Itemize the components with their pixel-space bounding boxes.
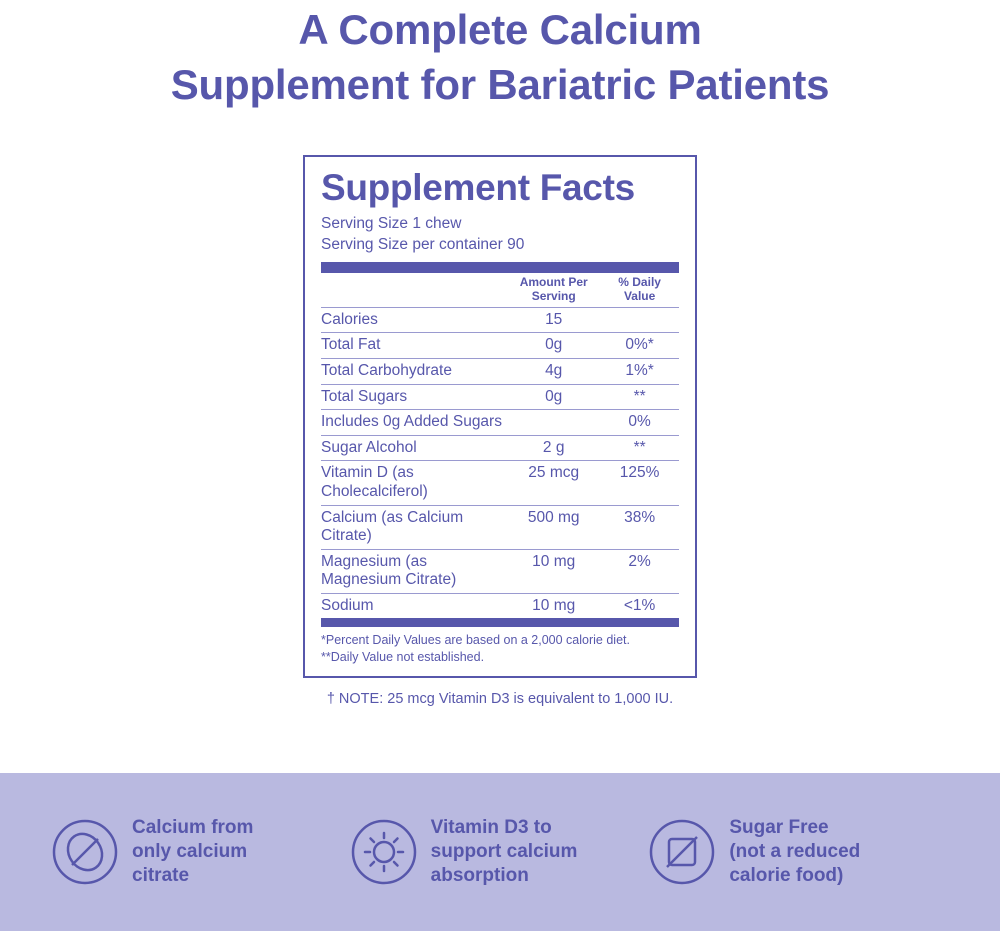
table-row <box>321 307 679 333</box>
table-row <box>321 593 679 618</box>
header-blank <box>321 273 507 307</box>
benefit-vitamin-d3 <box>351 816 650 889</box>
benefit-label-line-3: citrate <box>132 865 190 887</box>
divider-thick-top <box>321 262 679 273</box>
row-amount: 25 mcg <box>507 461 600 505</box>
row-name: Includes 0g Added Sugars <box>321 410 600 436</box>
row-amount: 500 mg <box>507 505 600 549</box>
footnote-daily-values: *Percent Daily Values are based on a 2,000 calorie diet. <box>321 633 630 648</box>
benefit-label-line-1: Sugar Free <box>729 816 829 838</box>
table-row <box>321 410 679 436</box>
benefit-label-line-2: only calcium <box>132 840 248 862</box>
row-name: Sugar Alcohol <box>321 435 507 461</box>
row-amount: 15 <box>507 307 600 333</box>
benefit-label <box>431 816 578 889</box>
benefit-sugar-free <box>649 816 948 889</box>
row-dv: ** <box>600 384 679 410</box>
vitamin-d-note: † NOTE: 25 mcg Vitamin D3 is equivalent to 1,000 IU. <box>326 691 674 707</box>
divider-thick-bottom <box>321 618 679 627</box>
benefit-calcium-citrate <box>52 816 351 889</box>
supplement-facts-title: Supplement Facts <box>321 167 635 208</box>
benefit-label-line-2: (not a reduced <box>729 840 861 862</box>
table-row <box>321 505 679 549</box>
row-amount: 10 mg <box>507 549 600 593</box>
table-row <box>321 435 679 461</box>
serving-size: Serving Size 1 chew <box>321 214 462 232</box>
row-amount: 2 g <box>507 435 600 461</box>
benefit-label <box>132 816 253 889</box>
row-dv: <1% <box>623 596 656 614</box>
table-row <box>321 549 679 593</box>
nutrition-table <box>321 273 679 618</box>
sun-icon <box>351 819 417 885</box>
row-name: Total Carbohydrate <box>321 358 507 384</box>
row-amount: 0g <box>507 384 600 410</box>
benefit-label-line-2: support calcium <box>430 840 578 862</box>
row-dv <box>600 307 679 333</box>
row-name: Total Sugars <box>321 384 507 410</box>
footnote-not-established: **Daily Value not established. <box>321 650 485 665</box>
supplement-facts-panel <box>303 155 697 678</box>
header-daily-value: % Daily Value <box>600 273 679 307</box>
row-dv: ** <box>600 435 679 461</box>
row-dv: 2% <box>600 549 679 593</box>
page-title-line-1: A Complete Calcium <box>298 6 702 53</box>
benefit-label-line-3: absorption <box>430 865 529 887</box>
table-row <box>321 333 679 359</box>
benefit-label <box>729 816 860 889</box>
table-row <box>321 358 679 384</box>
row-name: Calcium (as Calcium Citrate) <box>321 505 507 549</box>
row-name: Vitamin D (as Cholecalciferol) <box>321 461 507 505</box>
page-title-line-2: Supplement for Bariatric Patients <box>170 61 830 109</box>
row-amount: 4g <box>507 358 600 384</box>
row-amount: 10 mg <box>532 596 576 614</box>
row-name: Magnesium (as Magnesium Citrate) <box>321 549 507 593</box>
table-header-row <box>321 273 679 307</box>
table-row <box>321 384 679 410</box>
benefit-label-line-3: calorie food) <box>729 865 844 887</box>
row-dv: 0%* <box>600 333 679 359</box>
no-sugar-icon <box>649 819 715 885</box>
row-name: Calories <box>321 307 507 333</box>
row-dv: 125% <box>600 461 679 505</box>
benefit-label-line-1: Calcium from <box>132 816 254 838</box>
row-dv: 1%* <box>600 358 679 384</box>
benefits-band <box>0 773 1000 931</box>
row-name: Sodium <box>321 596 374 614</box>
benefit-label-line-1: Vitamin D3 to <box>430 816 552 838</box>
tablet-icon <box>52 819 118 885</box>
row-amount: 0g <box>507 333 600 359</box>
row-dv: 0% <box>600 410 679 436</box>
page-title <box>0 0 1000 113</box>
row-name: Total Fat <box>321 333 507 359</box>
table-row <box>321 461 679 505</box>
servings-per-container: Serving Size per container 90 <box>321 235 525 253</box>
header-amount-per-serving: Amount Per Serving <box>507 273 600 307</box>
row-dv: 38% <box>600 505 679 549</box>
